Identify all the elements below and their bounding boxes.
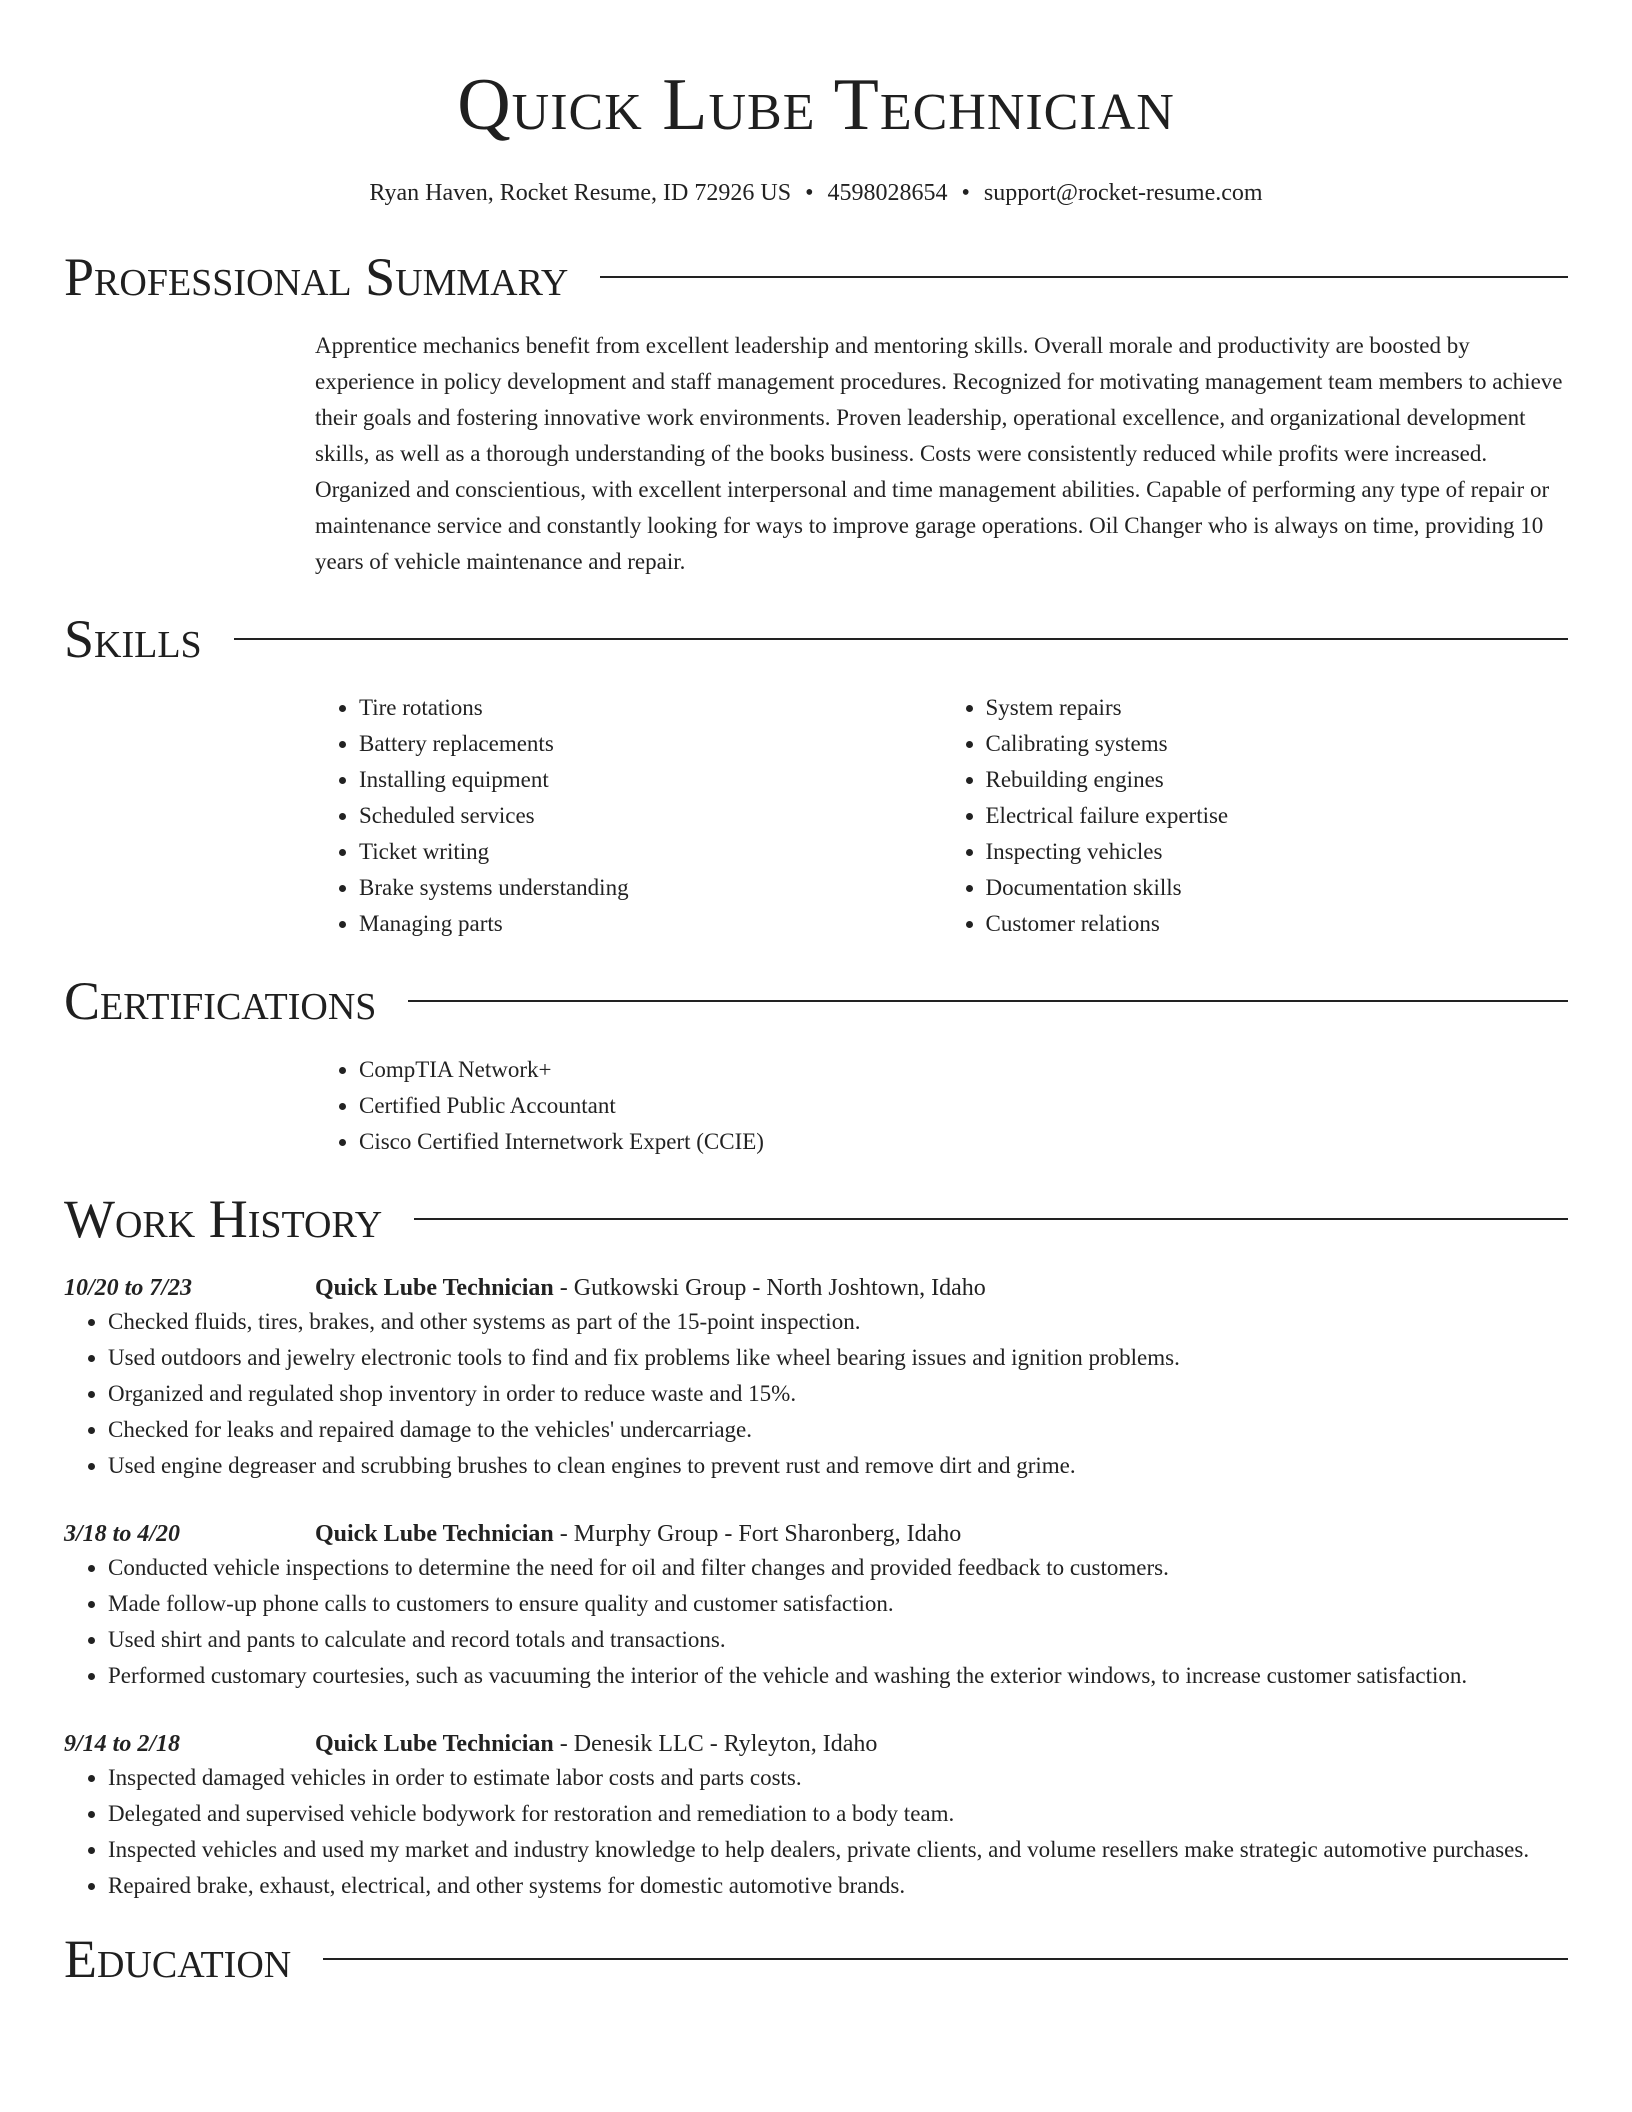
list-item: • Managing parts: [359, 906, 942, 942]
job-entry: [64, 1728, 1568, 1904]
section-divider: [414, 1218, 1568, 1220]
job-entry: [64, 1272, 1568, 1484]
work-history-section: [64, 1188, 1568, 1904]
contact-separator: •: [961, 180, 970, 206]
summary-text: Apprentice mechanics benefit from excellent leadership and mentoring skills. Overall morale and productivity are boosted by experience in policy development and staff management procedures. Recognized for motivating management team members to achieve their goals and fostering innovative work environments. Proven leadership, operational excellence, and organizational development skills, as well as a thorough understanding of the books business. Costs were consistently reduced while profits were increased. Organized and conscientious, with excellent interpersonal and time management abilities. Capable of performing any type of repair or maintenance service and constantly looking for ways to improve garage operations. Oil Changer who is always on time, providing 10 years of vehicle maintenance and repair.: [315, 333, 1563, 574]
list-item: • Checked for leaks and repaired damage to the vehicles' undercarriage.: [108, 1412, 1568, 1448]
list-item: • Calibrating systems: [986, 726, 1569, 762]
skills-columns: [315, 690, 1568, 942]
education-section: [64, 1928, 1568, 1990]
certifications-header: [64, 970, 1568, 1032]
section-divider: [234, 638, 1568, 640]
list-item: • Used outdoors and jewelry electronic tools to find and fix problems like wheel bearing issues and ignition problems.: [108, 1340, 1568, 1376]
job-entry: [64, 1518, 1568, 1694]
list-item: • Certified Public Accountant: [359, 1088, 1568, 1124]
list-item: • Organized and regulated shop inventory in order to reduce waste and 15%.: [108, 1376, 1568, 1412]
education-heading: Education: [64, 1929, 292, 1989]
job-duties: [64, 1550, 1568, 1694]
contact-line: [64, 178, 1568, 208]
contact-separator: •: [805, 180, 814, 206]
list-item: • Repaired brake, exhaust, electrical, and other systems for domestic automotive brands.: [108, 1868, 1568, 1904]
list-item: • Rebuilding engines: [986, 762, 1569, 798]
list-item: • Brake systems understanding: [359, 870, 942, 906]
list-item: • System repairs: [986, 690, 1569, 726]
list-item: • Inspected vehicles and used my market and industry knowledge to help dealers, private clients, and volume resellers make strategic automotive purchases.: [108, 1832, 1568, 1868]
resume-title: Quick Lube Technician: [457, 64, 1175, 146]
skills-section: [64, 608, 1568, 942]
list-item: • Ticket writing: [359, 834, 942, 870]
job-duties: [64, 1304, 1568, 1484]
job-duties: [64, 1760, 1568, 1904]
job-dates: 10/20 to 7/23: [64, 1275, 193, 1301]
job-employer: - Denesik LLC - Ryleyton, Idaho: [553, 1731, 878, 1757]
section-divider: [408, 1000, 1568, 1002]
certifications-list: [315, 1052, 1568, 1160]
job-dates: 9/14 to 2/18: [64, 1731, 181, 1757]
skills-list-right: [942, 690, 1569, 942]
list-item: • CompTIA Network+: [359, 1052, 1568, 1088]
list-item: • Used shirt and pants to calculate and record totals and transactions.: [108, 1622, 1568, 1658]
list-item: • Installing equipment: [359, 762, 942, 798]
job-employer: - Murphy Group - Fort Sharonberg, Idaho: [553, 1521, 962, 1547]
certifications-heading: Certifications: [64, 971, 377, 1031]
list-item: • Used engine degreaser and scrubbing brushes to clean engines to prevent rust and remove dirt and grime.: [108, 1448, 1568, 1484]
summary-header: [64, 246, 1568, 308]
list-item: • Inspecting vehicles: [986, 834, 1569, 870]
job-role: Quick Lube Technician: [315, 1731, 554, 1757]
job-dates: 3/18 to 4/20: [64, 1521, 181, 1547]
certifications-body: [315, 1052, 1568, 1160]
summary-heading: Professional Summary: [64, 247, 569, 307]
list-item: • Electrical failure expertise: [986, 798, 1569, 834]
work-history-heading: Work History: [64, 1189, 383, 1249]
job-title-line: [315, 1518, 961, 1550]
contact-phone: 4598028654: [827, 180, 948, 206]
list-item: • Made follow-up phone calls to customers to ensure quality and customer satisfaction.: [108, 1586, 1568, 1622]
list-item: • Delegated and supervised vehicle bodywork for restoration and remediation to a body team.: [108, 1796, 1568, 1832]
summary-section: [64, 246, 1568, 580]
job-header: [64, 1272, 1568, 1304]
list-item: • Conducted vehicle inspections to determine the need for oil and filter changes and provided feedback to customers.: [108, 1550, 1568, 1586]
list-item: • Checked fluids, tires, brakes, and other systems as part of the 15-point inspection.: [108, 1304, 1568, 1340]
list-item: • Battery replacements: [359, 726, 942, 762]
skills-heading: Skills: [64, 609, 202, 669]
work-history-header: [64, 1188, 1568, 1250]
job-title-line: [315, 1272, 986, 1304]
list-item: • Inspected damaged vehicles in order to estimate labor costs and parts costs.: [108, 1760, 1568, 1796]
section-divider: [323, 1958, 1568, 1960]
job-header: [64, 1728, 1568, 1760]
education-header: [64, 1928, 1568, 1990]
job-header: [64, 1518, 1568, 1550]
list-item: • Cisco Certified Internetwork Expert (CCIE): [359, 1124, 1568, 1160]
job-role: Quick Lube Technician: [315, 1521, 554, 1547]
contact-email: support@rocket-resume.com: [983, 180, 1263, 206]
job-role: Quick Lube Technician: [315, 1275, 554, 1301]
skills-list-left: [315, 690, 942, 942]
skills-header: [64, 608, 1568, 670]
section-divider: [600, 276, 1568, 278]
list-item: • Performed customary courtesies, such as vacuuming the interior of the vehicle and washing the exterior windows, to increase customer satisfaction.: [108, 1658, 1568, 1694]
certifications-section: [64, 970, 1568, 1160]
list-item: • Tire rotations: [359, 690, 942, 726]
list-item: • Customer relations: [986, 906, 1569, 942]
contact-address: Ryan Haven, Rocket Resume, ID 72926 US: [369, 180, 792, 206]
list-item: • Documentation skills: [986, 870, 1569, 906]
list-item: • Scheduled services: [359, 798, 942, 834]
job-title-line: [315, 1728, 877, 1760]
job-employer: - Gutkowski Group - North Joshtown, Idaho: [553, 1275, 986, 1301]
